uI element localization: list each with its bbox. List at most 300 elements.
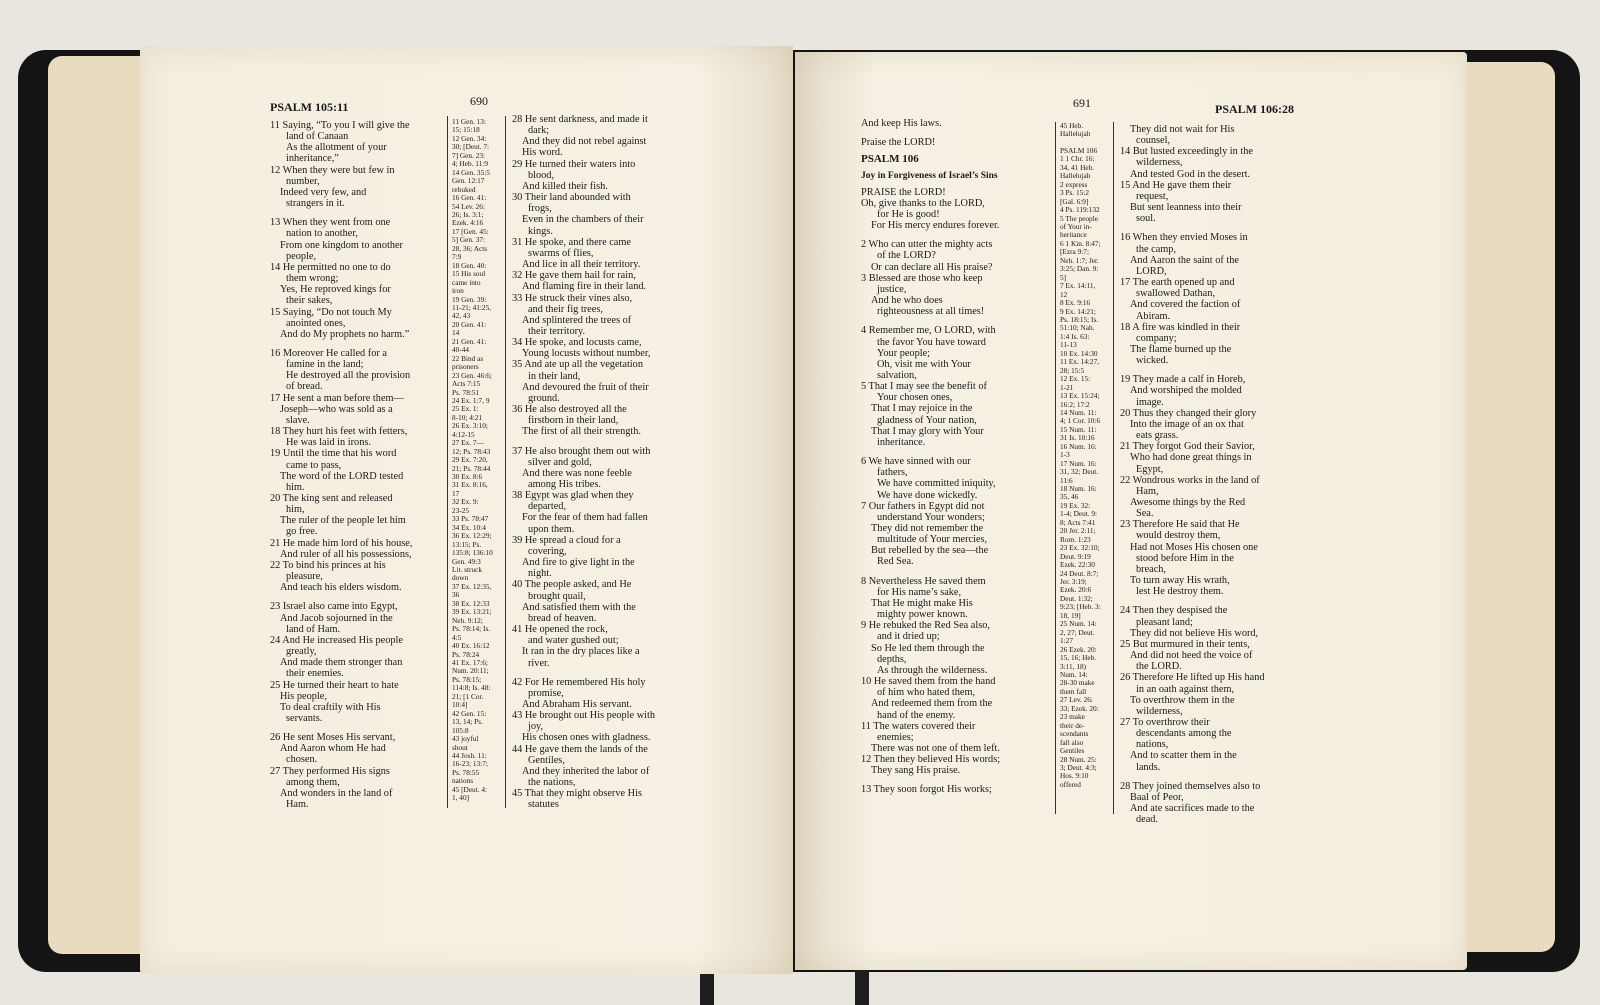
verse-line: 6 We have sinned with our [861,456,971,468]
verse-line: people, [286,250,317,262]
verse-line: breach, [1136,563,1167,575]
verse-line [861,448,1057,456]
cross-reference-line: 32 Ex. 9: [452,497,479,507]
verse-line: 3 Blessed are those who keep [861,272,983,284]
verse-line: gladness of Your nation, [877,414,977,426]
cross-reference-column [452,118,504,803]
cross-reference-line: of Your in- [1060,221,1092,231]
verse-line: counsel, [1136,135,1171,147]
verse-line: and water gushed out; [528,635,619,647]
cross-reference-line: 38 Ex. 12:33 [452,598,490,608]
verse-line: kings. [528,225,553,237]
verse-line: Who had done great things in [1130,452,1252,464]
verse-line: And he who does [871,295,943,307]
verse-line [1120,224,1310,232]
verse-line: servants. [286,712,323,724]
verse-line: swallowed Dathan, [1136,288,1215,300]
cross-reference-line: 31 Is. 10:16 [1060,433,1095,443]
cross-reference-line: 17 [452,488,460,498]
verse-line: wicked. [1136,355,1169,367]
cross-reference-line: 31 Ex. 8:16, [452,480,488,490]
cross-reference-line: Ps. 78:55 [452,767,480,777]
cross-reference-line: 23-25 [452,505,470,515]
verse-line: To turn away His wrath, [1130,575,1230,587]
verse-line: 27 They performed His signs [270,765,390,777]
cross-reference-line: shout [452,742,468,752]
verse-line [1120,597,1310,605]
verse-line: anointed ones, [286,317,346,329]
cross-reference-line: 7:9 [452,252,462,262]
verse-line: in their land, [528,370,581,382]
verse-line: 29 He turned their waters into [512,158,636,170]
verse-line: 25 He turned their heart to hate [270,679,399,691]
verse-line: Abiram. [1136,310,1171,322]
cross-reference-line: 43 joyful [452,734,479,744]
verse-line: And made them stronger than [280,657,403,669]
verse-line: And worshiped the molded [1130,385,1242,397]
cross-reference-line: Ezek. 22:30 [1060,560,1095,570]
running-head-left: PSALM 105:11 [270,100,349,114]
cross-reference-line: prisoners [452,362,479,372]
cross-reference-line: 42 Gen. 15: [452,708,487,718]
cross-reference-line: 17 [Gen. 45: [452,226,489,236]
verse-line: His chosen ones with gladness. [522,732,651,744]
verse-line: him. [286,481,305,493]
cross-reference-line: 1 1 Chr. 16: [1060,154,1095,164]
verse-line: 28 They joined themselves also to [1120,780,1261,792]
verse-line: pleasant land; [1136,616,1193,628]
cross-reference-line: 33 Ps. 78:47 [452,514,489,524]
verse-line: of him who hated them, [877,687,976,699]
verse-line: strangers in it. [286,198,345,210]
cross-reference-line: 34 Ex. 10:4 [452,522,486,532]
column-rule [1113,122,1114,814]
cross-reference-line: 4:5 [452,632,462,642]
cross-reference-line: Lit. struck [452,565,482,575]
cross-reference-line: 28, 36; Acts [452,243,488,253]
cross-reference-line: 21; Ps. 78:44 [452,463,491,473]
cross-reference-line: Num. 14: [1060,670,1088,679]
cross-reference-line: Ps. 78:15; [452,674,482,684]
cross-reference-line: came into [452,277,481,287]
verse-line: lands. [1136,761,1161,773]
verse-line: mighty power known. [877,609,968,621]
cross-reference-line: 13:15; Ps. [452,539,482,549]
cross-reference-line: 17 Num. 16: [1060,458,1097,468]
verse-line: departed, [528,501,567,513]
verse-line: 35 And ate up all the vegetation [512,359,643,371]
verse-line: Egypt, [1136,463,1164,475]
verse-line: him, [286,504,305,516]
verse-line: eats grass. [1136,430,1179,442]
verse-line: 36 He also destroyed all the [512,404,627,416]
verse-line: land of Canaan [286,131,349,143]
cross-reference-line: 4; Heb. 11:9 [452,159,489,169]
verse-line: understand Your wonders; [877,511,985,523]
verse-line: their enemies. [286,668,344,680]
verse-line: would destroy them, [1136,530,1221,542]
verse-line: 16 When they envied Moses in [1120,232,1248,244]
cross-reference-line: 15, 16; Heb. [1060,653,1097,663]
verse-line: And tested God in the desert. [1130,168,1251,180]
cross-reference-line: 10:4] [452,700,468,710]
cross-reference-line: 28 Num. 25: [1060,754,1097,764]
verse-line: upon them. [528,523,575,535]
verse-line: But rebelled by the sea—the [871,545,989,557]
cross-reference-line: 18 Num. 16: [1060,484,1097,494]
verse-line: 31 He spoke, and there came [512,236,631,248]
verse-line: 21 They forgot God their Savior, [1120,441,1255,453]
cross-reference-line: 5] Gen. 37: [452,235,486,245]
verse-line: 32 He gave them hail for rain, [512,270,636,282]
verse-line: 10 He saved them from the hand [861,676,996,688]
cross-reference-line: 29 Ex. 7:20, [452,455,488,465]
cross-reference-line: Ps. 78:51 [452,387,480,397]
verse-line: 13 They soon forgot His works; [861,784,992,796]
verse-line: blood, [528,169,555,181]
verse-line: 11 The waters covered their [861,720,976,732]
cross-reference-line: 33; Ezek. 20: [1060,703,1099,713]
cross-reference-line: 24 Ex. 1:7, 9 [452,395,490,405]
verse-line: dead. [1136,814,1159,826]
verse-line [861,568,1057,576]
cross-reference-line: Jer. 3:19; [1060,577,1087,587]
cross-reference-line: 5] [1060,272,1067,282]
cross-reference-line: 28; 15:5 [1060,365,1085,375]
verse-line: 20 The king sent and released [270,493,393,504]
verse-line: nations, [1136,739,1169,751]
cross-reference-line: 11-21; 41:25, [452,302,492,312]
cross-reference-line: 12; Ps. 78:43 [452,446,491,456]
verse-line [861,317,1057,325]
verse-line: dark; [528,125,550,137]
verse-line: and their fig trees, [528,303,603,315]
verse-line: for He is good! [877,208,940,220]
cross-reference-line: 39 Ex. 13:21; [452,607,492,617]
verse-line: Oh, visit me with Your [877,358,971,370]
verse-line: Awesome things by the Red [1130,497,1246,508]
verse-line: 19 Until the time that his word [270,448,397,460]
verse-line: bread of heaven. [528,612,597,624]
verse-line: 33 He struck their vines also, [512,292,633,304]
verse-line: the nations, [528,777,576,789]
verse-line: 9 He rebuked the Red Sea also, [861,620,990,632]
cross-reference-line: 23 Ex. 32:10; [1060,543,1100,553]
verse-line: among them, [286,776,340,788]
cross-reference-line: Deut. 9:19 [1060,551,1091,561]
cross-reference-line: nations [452,776,474,786]
verse-line [270,593,450,601]
verse-line: brought quail, [528,590,586,602]
cross-reference-line: 54 Lev. 26: [452,201,485,211]
cross-reference-line: 14 Gen. 35:5 [452,167,490,177]
verse-line: 40 The people asked, and He [512,579,632,591]
cross-reference-line: 27 Ex. 7— [452,438,484,448]
cross-reference-line: Ezek. 20:6 [1060,585,1092,595]
cross-reference-line: scendants [1060,729,1089,739]
cross-reference-line: Hallelujah [1060,171,1091,181]
verse-line: nation to another, [286,228,358,240]
left-page [140,46,793,974]
cross-reference-line: 23 Gen. 46:6; [452,370,492,380]
cross-reference-line: 1-3 [1060,450,1070,460]
verse-line: 15 Saying, “Do not touch My [270,306,392,318]
verse-line: the LORD. [1136,661,1182,673]
verse-line: 11 Saying, “To you I will give the [270,120,410,131]
section-subtitle: Joy in Forgiveness of Israel’s Sins [861,171,998,182]
verse-line: 26 Therefore He lifted up His hand [1120,672,1265,684]
cross-reference-line: Acts 7:15 [452,379,481,389]
verse-line: And flaming fire in their land. [522,281,647,293]
cross-reference-line: 135:8; 136:10 [452,548,493,558]
cross-reference-line: 4 Ps. 119:132 [1060,205,1100,215]
cross-reference-line: Gen. 49:3 [452,556,481,566]
cross-reference-line: 4; 1 Cor. 10:6 [1060,416,1101,426]
verse-line: Baal of Peor, [1130,791,1184,803]
column-rule [447,116,448,808]
verse-line: slave. [286,414,310,426]
verse-line: image. [1136,396,1164,408]
cross-reference-line: 11-13 [1060,340,1077,350]
verse-line: He was laid in irons. [286,437,371,449]
verse-line: salvation, [877,369,917,381]
cross-reference-line: 15 Num. 11: [1060,424,1097,434]
verse-line: The ruler of the people let him [280,515,406,527]
cross-reference-line: 36 [452,590,460,600]
cross-reference-line: their de- [1060,720,1085,730]
cross-reference-line: Neh. 1:7; Jer. [1060,255,1099,265]
verse-line: statutes [528,799,559,811]
verse-line: 12 When they were but few in [270,164,395,176]
verse-line: Yes, He reproved kings for [280,284,391,296]
verse-line: 20 Thus they changed their glory [1120,407,1257,419]
verse-line: And they inherited the labor of [522,765,650,777]
verse-line: Or can declare all His praise? [871,261,993,273]
verse-line: night. [528,568,552,580]
cross-reference-line: 2 express [1060,179,1088,189]
cross-reference-line: 2, 27; Deut. [1060,627,1095,637]
verse-line: Into the image of an ox that [1130,418,1244,430]
verse-line: 4 Remember me, O LORD, with [861,325,996,337]
verse-line: fathers, [877,467,908,479]
cross-reference-line: Neh. 9:12; [452,615,483,625]
cross-reference-line: 16:2; 17:2 [1060,399,1090,409]
cross-reference-line: 41 Ex. 17:6; [452,658,488,667]
page-number-left: 690 [470,94,488,108]
cross-reference-line: Hallelujah [1060,129,1091,139]
verse-line: in an oath against them, [1136,683,1235,695]
cross-reference-line: 12 Gen. 34: [452,133,487,143]
verse-line: And devoured the fruit of their [522,381,649,393]
cross-reference-line: fall also [1060,737,1084,747]
verse-line: for His name’s sake, [877,586,962,598]
cross-reference-line: 15 His soul [452,269,486,279]
cross-reference-line: [Gal. 6:9] [1060,196,1089,206]
cross-reference-line: 7] Gen. 23: [452,150,486,160]
verse-line: frogs, [528,203,552,215]
verse-line: 27 To overthrow their [1120,716,1210,728]
verse-line: Even in the chambers of their [522,214,644,226]
verse-line: land of Ham. [286,623,341,635]
verse-line: We have done wickedly. [877,489,978,501]
cross-reference-line: 23 make [1060,712,1085,722]
verse-line: 7 Our fathers in Egypt did not [861,500,985,512]
verse-line: among His tribes. [528,479,601,490]
verse-line: 45 That they might observe His [512,788,642,800]
verse-line: river. [528,657,550,669]
cross-reference-line: 24 Deut. 8:7; [1060,568,1099,578]
cross-reference-line: 40 Ex. 16:12 [452,641,490,651]
verse-line [1120,366,1310,374]
verse-line: LORD, [1136,265,1167,277]
cross-reference-line: 42, 43 [452,311,471,321]
verse-line: And they did not rebel against [522,136,647,148]
cross-reference-line: 19 Ex. 32: [1060,500,1091,510]
verse-line: 18 They hurt his feet with fetters, [270,426,408,438]
verse-line: 16 Moreover He called for a [270,347,387,359]
verse-line: And satisfied them with the [522,601,636,613]
verse-line: 26 He sent Moses His servant, [270,732,396,744]
verse-line: Praise the LORD! [861,137,936,149]
verse-line: And Abraham His servant. [522,698,632,710]
verse-line: joy, [528,721,544,733]
verse-line: their sakes, [286,295,333,307]
cross-reference-line: Ps. 78:14; Is. [452,624,491,634]
cross-reference-line: 6 1 Kin. 8:47; [1060,238,1101,248]
verse-line: For the fear of them had fallen [522,512,648,524]
verse-line: 23 Israel also came into Egypt, [270,601,398,613]
verse-line: 14 But lusted exceedingly in the [1120,146,1253,158]
cross-reference-line: 40-44 [452,345,470,355]
verse-line: There was not one of them left. [871,742,1000,754]
verse-line: lest He destroy them. [1136,586,1224,598]
verse-line: 28 He sent darkness, and made it [512,114,648,125]
cross-reference-line: offered [1060,779,1081,789]
verse-line: 24 Then they despised the [1120,605,1228,617]
cross-reference-line: 10 Ex. 14:30 [1060,348,1098,358]
cross-reference-line: 34, 41 Heb. [1060,162,1095,172]
cross-reference-line: 114:8; Is. 48: [452,683,491,693]
verse-line: Young locusts without number, [522,348,651,360]
cross-reference-line: them fall [1060,686,1087,696]
verse-line: That I may rejoice in the [871,403,973,415]
verse-line: 30 Their land abounded with [512,192,631,204]
cross-reference-line: 1:27 [1060,636,1073,646]
cross-reference-line: 3:11, 18) [1060,661,1087,671]
cross-reference-line: 11 Gen. 13: [452,117,486,126]
verse-line: We have committed iniquity, [877,478,996,490]
cross-reference-line: 26; Is. 3:1; [452,209,484,219]
column-rule [505,116,506,808]
cross-reference-line: Ps. 18:15; Is. [1060,314,1099,324]
verse-line: And do My prophets no harm.” [280,328,410,340]
cross-reference-line: 26 Ex. 3:10; [452,421,488,431]
verse-line: inheritance. [877,436,926,448]
verse-line: So He led them through the [871,642,985,654]
cross-reference-line: 28-30 make [1060,678,1095,688]
verse-line: their territory. [528,325,586,337]
verse-line [512,669,712,677]
cross-reference-line: down [452,573,469,583]
verse-line: And keep His laws. [861,118,942,129]
verse-line: Had not Moses His chosen one [1130,541,1258,553]
cross-reference-line: 12 [1060,289,1068,299]
verse-line: and it dried up; [877,631,940,643]
verse-line [270,724,450,732]
verse-line: The flame burned up the [1130,343,1232,355]
verse-line: They sang His praise. [871,765,961,777]
verse-line: wilderness, [1136,705,1183,717]
cross-reference-line: 30; [Deut. 7: [452,142,490,152]
verse-line: And Aaron the saint of the [1130,254,1239,266]
verse-line: 17 He sent a man before them— [270,392,404,404]
verse-line: For His mercy endures forever. [871,220,1000,232]
cross-reference-line: 13 Ex. 15:24; [1060,391,1100,401]
cross-reference-line: 20 Jer. 2:11; [1060,526,1096,536]
verse-line: chosen. [286,754,318,766]
cross-reference-line: 3; Deut. 4:3; [1060,762,1097,772]
cross-reference-line: 16 Gen. 41: [452,193,487,203]
cross-reference-line: 3:25; Dan. 9: [1060,264,1099,274]
verse-line: 44 He gave them the lands of the [512,743,648,755]
verse-line: 43 He brought out His people with [512,710,655,722]
verse-line: 5 That I may see the benefit of [861,381,987,393]
verse-line: 22 Wondrous works in the land of [1120,474,1260,486]
cross-reference-line: iron [452,286,464,296]
verse-line: And lice in all their territory. [522,259,641,271]
cross-reference-line: 20 Gen. 41: [452,319,487,329]
verse-line: His word. [522,147,563,159]
cross-reference-line: 11:6 [1060,475,1073,485]
verse-line: them wrong; [286,273,339,285]
verse-line: 24 And He increased His people [270,634,403,646]
verse-line: Oh, give thanks to the LORD, [861,197,985,209]
verse-line: And killed their fish. [522,180,608,192]
verse-line [861,231,1057,239]
cross-reference-line: Gentiles [1060,746,1085,756]
verse-column-1 [861,118,1057,796]
cross-reference-line: 9 Ex. 14:21; [1060,306,1096,316]
verse-line: And ruler of all his possessions, [280,548,412,560]
verse-line: came to pass, [286,459,342,471]
verse-line: And teach his elders wisdom. [280,582,402,594]
verse-line: ground. [528,392,560,404]
cross-reference-line: 21; [1 Cor. [452,691,484,701]
verse-line: 41 He opened the rock, [512,624,608,636]
verse-line: Red Sea. [877,556,914,568]
column-rule [1055,122,1056,814]
verse-line: And fire to give light in the [522,557,635,569]
verse-line: Ham, [1136,485,1159,497]
verse-line: That I may glory with Your [871,425,984,437]
verse-line: righteousness at all times! [877,306,985,318]
cross-reference-line: 35, 46 [1060,492,1079,502]
verse-line: descendants among the [1136,728,1232,740]
cross-reference-line: 21 Gen. 41: [452,336,487,346]
verse-line: of the LORD? [877,250,936,262]
cross-reference-line: heritance [1060,230,1087,240]
verse-line: And wonders in the land of [280,787,393,799]
cross-reference-line: Ps. 78:24 [452,649,480,659]
verse-line: Sea. [1136,508,1154,520]
cross-reference-line: 22 Bind as [452,353,484,363]
verse-line: soul. [1136,213,1156,225]
verse-line: 18 A fire was kindled in their [1120,321,1241,333]
cross-reference-line: Gen. 12:17 [452,176,485,186]
cross-reference-line: 45 Heb. [1060,121,1084,130]
verse-line: number, [286,175,320,187]
verse-line: To deal craftily with His [280,701,381,713]
